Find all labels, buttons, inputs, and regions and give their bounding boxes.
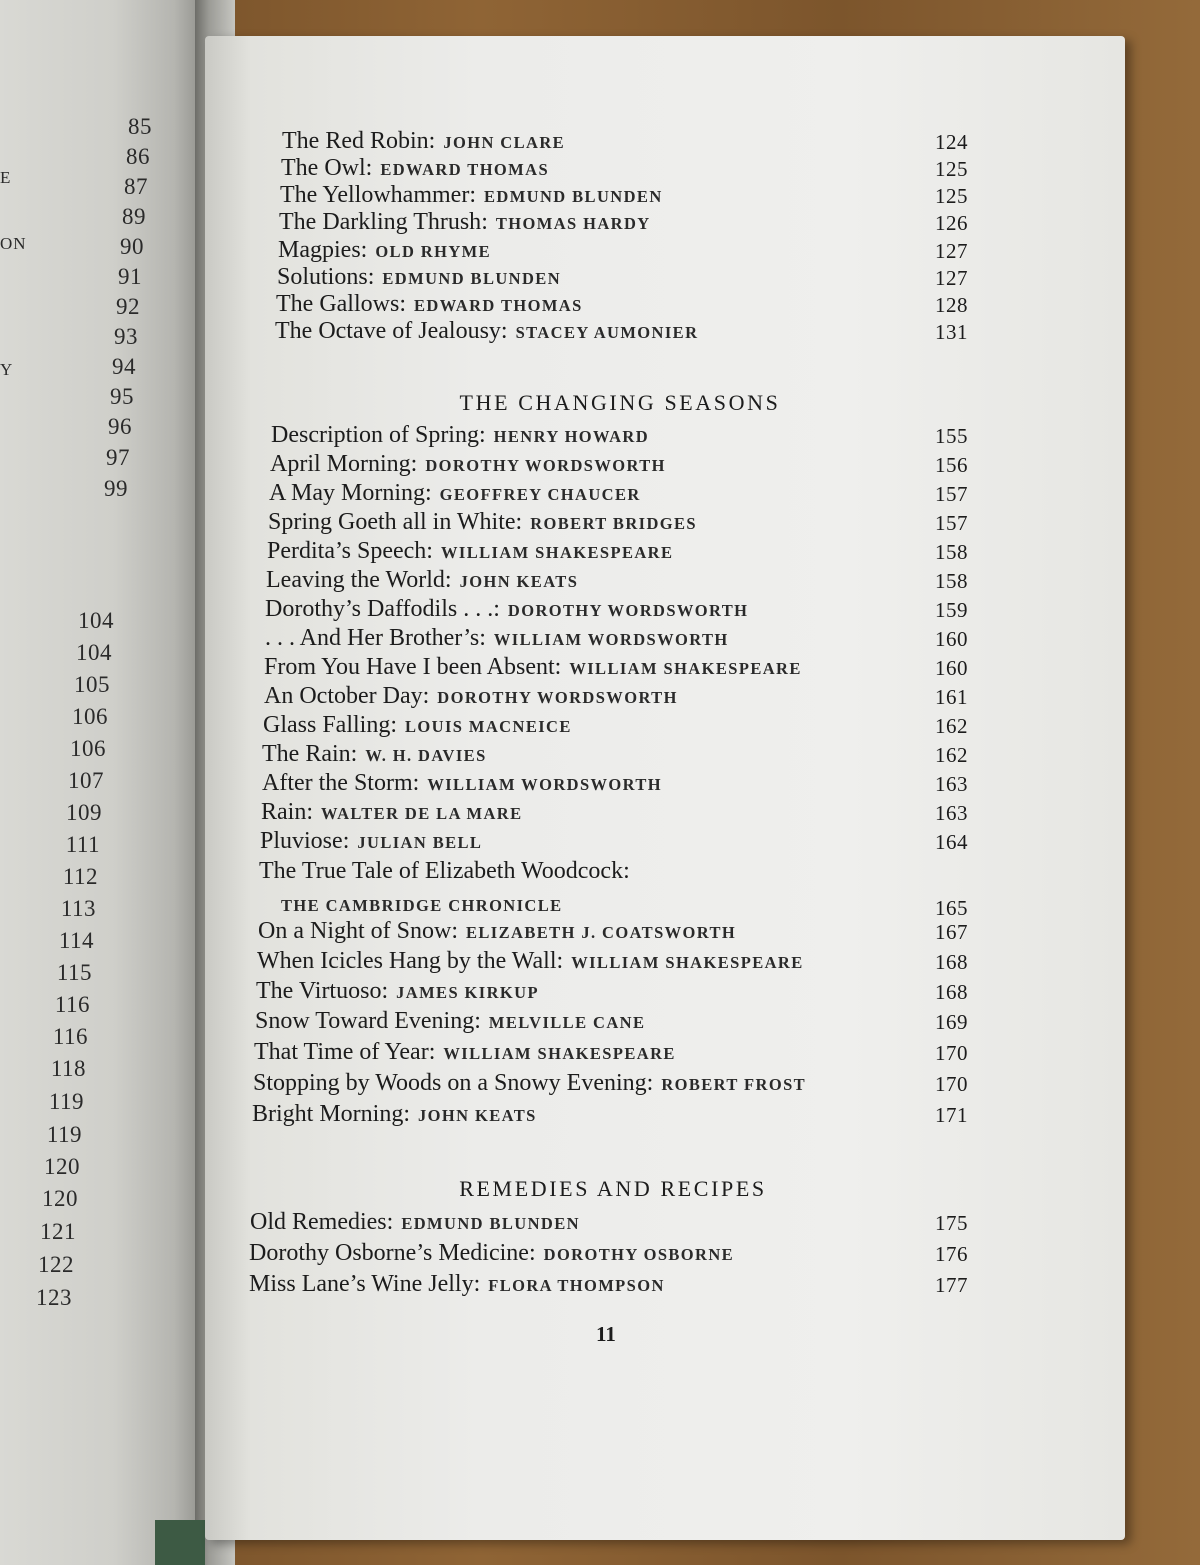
entry-page: 158 [935,540,968,564]
entry-page: 170 [935,1041,968,1065]
entry-author: HENRY HOWARD [493,427,650,446]
entry-author: JAMES KIRKUP [396,983,539,1002]
entry-author: EDMUND BLUNDEN [483,187,663,206]
toc-entry: After the Storm: WILLIAM WORDSWORTH 163 [262,770,968,796]
left-page-number: 93 [114,324,138,349]
entry-page: 167 [935,920,968,944]
entry-page: 124 [935,130,968,154]
left-page-number: 106 [72,704,108,729]
entry-title: When Icicles Hang by the Wall [257,948,557,974]
section-heading: THE CHANGING SEASONS [459,390,781,415]
entry-author: EDMUND BLUNDEN [401,1214,580,1233]
entry-author: JULIAN BELL [357,833,483,852]
toc-entry: Old Remedies: EDMUND BLUNDEN 175 [250,1209,968,1235]
left-page-number: 96 [108,414,132,439]
toc-entry: The Virtuoso: JAMES KIRKUP 168 [256,978,968,1004]
toc-entry: The Yellowhammer: EDMUND BLUNDEN 125 [280,182,968,208]
entry-page: 127 [935,239,968,263]
left-page-number: 90 [120,234,144,259]
entry-title: Spring Goeth all in White [268,509,516,535]
left-page-number: 118 [50,1056,86,1081]
toc-entry: April Morning: DOROTHY WORDSWORTH 156 [270,451,968,477]
entry-author: DOROTHY WORDSWORTH [507,601,749,620]
entry-author: EDMUND BLUNDEN [382,269,562,288]
book-binding [155,1520,205,1565]
entry-author: WILLIAM SHAKESPEARE [571,953,804,972]
entry-author: STACEY AUMONIER [515,323,699,342]
entry-page: 170 [935,1072,968,1096]
entry-page: 157 [935,511,968,535]
entry-author: DOROTHY OSBORNE [543,1245,735,1264]
page-number: 11 [596,1322,616,1346]
toc-entry: Miss Lane’s Wine Jelly: FLORA THOMPSON 177 [249,1271,968,1297]
entry-page: 162 [935,714,968,738]
left-page-fragment: ON [0,234,27,253]
left-page-number: 106 [70,736,106,761]
left-page-number: 119 [48,1089,84,1114]
left-page-number: 85 [128,114,152,139]
left-page-number: 120 [44,1154,80,1179]
entry-author: WILLIAM WORDSWORTH [427,775,663,794]
entry-page: 127 [935,266,968,290]
toc-entry: Perdita’s Speech: WILLIAM SHAKESPEARE 158 [267,538,968,564]
left-page-number: 122 [38,1252,74,1277]
left-page-fragment: E [0,168,12,187]
entry-page: 157 [935,482,968,506]
entry-title: The Yellowhammer [280,182,470,208]
toc-entry: Dorothy’s Daffodils . . .: DOROTHY WORDSWORTH 159 [265,596,968,622]
left-page-number: 116 [52,1024,88,1049]
toc-entry: Description of Spring: HENRY HOWARD 155 [271,422,968,448]
left-page-number: 104 [78,608,114,633]
toc-entry: The Gallows: EDWARD THOMAS 128 [276,291,968,317]
toc-entry: Snow Toward Evening: MELVILLE CANE 169 [255,1008,968,1034]
toc-entry: Bright Morning: JOHN KEATS 171 [252,1101,968,1127]
entry-title: . . . And Her Brother’s [265,625,480,651]
entry-title: The Gallows [276,291,400,317]
toc-entry: A May Morning: GEOFFREY CHAUCER 157 [269,480,968,506]
entry-author: THE CAMBRIDGE CHRONICLE [281,896,563,915]
entry-page: 128 [935,293,968,317]
entry-page: 168 [935,980,968,1004]
entry-page: 175 [935,1211,968,1235]
entry-title: Miss Lane’s Wine Jelly [249,1271,474,1297]
entry-title: A May Morning [269,480,425,506]
entry-title: On a Night of Snow [258,918,452,944]
toc-entry: On a Night of Snow: ELIZABETH J. COATSWORTH 167 [258,918,968,944]
entry-page: 160 [935,627,968,651]
entry-title: An October Day [264,683,423,709]
entry-title: Bright Morning [252,1101,404,1127]
left-page-number: 121 [40,1219,76,1244]
entry-title: From You Have I been Absent [264,654,555,680]
toc-entry: From You Have I been Absent: WILLIAM SHAKESPEARE 160 [264,654,968,680]
entry-author: LOUIS MACNEICE [405,717,572,736]
left-page-number: 123 [36,1285,72,1310]
left-page-number: 87 [124,174,148,199]
toc-entry: The Owl: EDWARD THOMAS 125 [281,155,968,181]
entry-title: The Red Robin [282,128,429,154]
entry-author: GEOFFREY CHAUCER [439,485,641,504]
entry-title: Description of Spring [271,422,479,448]
left-page-number: 86 [126,144,150,169]
entry-title: Snow Toward Evening [255,1008,475,1034]
entry-author: JOHN KEATS [418,1106,537,1125]
entry-title: Glass Falling [263,712,391,738]
entry-page: 164 [935,830,968,854]
entry-author: OLD RHYME [375,242,492,261]
left-page-number: 91 [118,264,142,289]
left-page-number: 112 [62,864,98,889]
entry-author: JOHN KEATS [459,572,579,591]
entry-author: W. H. DAVIES [365,746,487,765]
entry-title: The Rain [262,741,351,767]
entry-author: WILLIAM SHAKESPEARE [569,659,802,678]
entry-page: 168 [935,950,968,974]
entry-page: 165 [935,896,968,920]
left-page-number: 94 [112,354,136,379]
toc-entry: Solutions: EDMUND BLUNDEN 127 [277,264,968,290]
entry-author: EDWARD THOMAS [380,160,550,179]
entry-author: THOMAS HARDY [495,214,651,233]
left-page-number: 107 [68,768,104,793]
toc-entry: The Red Robin: JOHN CLARE 124 [282,128,968,154]
entry-author: ROBERT BRIDGES [530,514,698,533]
toc-entry: The Octave of Jealousy: STACEY AUMONIER 131 [275,318,968,344]
entry-page: 176 [935,1242,968,1266]
entry-title: Stopping by Woods on a Snowy Evening [253,1070,647,1096]
entry-page: 125 [935,157,968,181]
entry-author: JOHN CLARE [443,133,566,152]
toc-entry: Spring Goeth all in White: ROBERT BRIDGES 157 [268,509,968,535]
entry-page: 126 [935,211,968,235]
entry-author: WILLIAM SHAKESPEARE [440,543,674,562]
left-page-number: 113 [60,896,96,921]
left-page-number: 89 [122,204,146,229]
entry-title: That Time of Year [254,1039,429,1065]
entry-page: 177 [935,1273,968,1297]
entry-author: EDWARD THOMAS [413,296,583,315]
entry-page: 171 [935,1103,968,1127]
entry-title: The Octave of Jealousy [275,318,501,344]
toc-entry: Rain: WALTER DE LA MARE 163 [261,799,968,825]
entry-page: 158 [935,569,968,593]
left-page-number: 114 [58,928,94,953]
entry-author: ELIZABETH J. COATSWORTH [466,923,737,942]
entry-author: WILLIAM SHAKESPEARE [443,1044,676,1063]
section-heading: REMEDIES AND RECIPES [459,1176,767,1201]
entry-page: 156 [935,453,968,477]
toc-entry: That Time of Year: WILLIAM SHAKESPEARE 170 [254,1039,968,1065]
entry-title: Rain [261,799,307,825]
entry-author: DOROTHY WORDSWORTH [437,688,678,707]
toc-entry: Leaving the World: JOHN KEATS 158 [266,567,968,593]
left-page-number: 92 [116,294,140,319]
entry-title: Dorothy Osborne’s Medicine [249,1240,529,1266]
toc-entry: Dorothy Osborne’s Medicine: DOROTHY OSBORNE 176 [249,1240,968,1266]
left-page-number: 105 [74,672,110,697]
entry-title: The Darkling Thrush [279,209,482,235]
toc-entry: The Darkling Thrush: THOMAS HARDY 126 [279,209,968,235]
entry-author: DOROTHY WORDSWORTH [425,456,666,475]
entry-page: 155 [935,424,968,448]
toc-entry: Magpies: OLD RHYME 127 [278,237,968,263]
toc-entry: Pluviose: JULIAN BELL 164 [260,828,968,854]
toc-entry: . . . And Her Brother’s: WILLIAM WORDSWORTH 160 [265,625,968,651]
entry-page: 163 [935,772,968,796]
toc-entry: When Icicles Hang by the Wall: WILLIAM SHAKESPEARE 168 [257,948,968,974]
entry-title: Solutions [277,264,368,290]
entry-author: FLORA THOMPSON [488,1276,665,1295]
entry-author: ROBERT FROST [661,1075,807,1094]
entry-title: After the Storm [262,770,413,796]
entry-title: Dorothy’s Daffodils . . . [265,596,494,622]
left-page-number: 99 [104,476,128,501]
entry-title: Leaving the World [266,567,445,593]
entry-page: 131 [935,320,968,344]
left-page-number: 119 [46,1122,82,1147]
entry-title: The True Tale of Elizabeth Woodcock [259,858,624,884]
entry-title: The Virtuoso [256,978,382,1004]
left-page-number: 120 [42,1186,78,1211]
left-page-number: 115 [56,960,92,985]
entry-title: April Morning [270,451,411,477]
entry-page: 161 [935,685,968,709]
entry-page: 160 [935,656,968,680]
entry-page: 162 [935,743,968,767]
entry-author: MELVILLE CANE [488,1013,646,1032]
entry-page: 163 [935,801,968,825]
entry-page: 159 [935,598,968,622]
toc-entry: The Rain: W. H. DAVIES 162 [262,741,968,767]
left-page-number: 97 [106,445,130,470]
entry-title: The Owl [281,155,366,181]
toc-entry: The True Tale of Elizabeth Woodcock: THE CAMBRIDGE CHRONICLE 165 [259,858,968,920]
entry-title: Pluviose [260,828,343,854]
left-page-number: 111 [65,832,100,857]
toc-entry: Stopping by Woods on a Snowy Evening: ROBERT FROST 170 [253,1070,968,1096]
left-page-number: 104 [76,640,112,665]
entry-page: 125 [935,184,968,208]
entry-page: 169 [935,1010,968,1034]
toc-entry: An October Day: DOROTHY WORDSWORTH 161 [264,683,968,709]
left-page-number: 95 [110,384,134,409]
left-page-fragment: Y [0,360,14,379]
entry-title: Magpies [278,237,361,263]
entry-title: Perdita’s Speech [267,538,427,564]
left-page-number: 109 [66,800,102,825]
entry-author: WALTER DE LA MARE [321,804,523,823]
toc-entry: Glass Falling: LOUIS MACNEICE 162 [263,712,968,738]
entry-author: WILLIAM WORDSWORTH [493,630,729,649]
left-page-number: 116 [54,992,90,1017]
entry-title: Old Remedies [250,1209,387,1235]
